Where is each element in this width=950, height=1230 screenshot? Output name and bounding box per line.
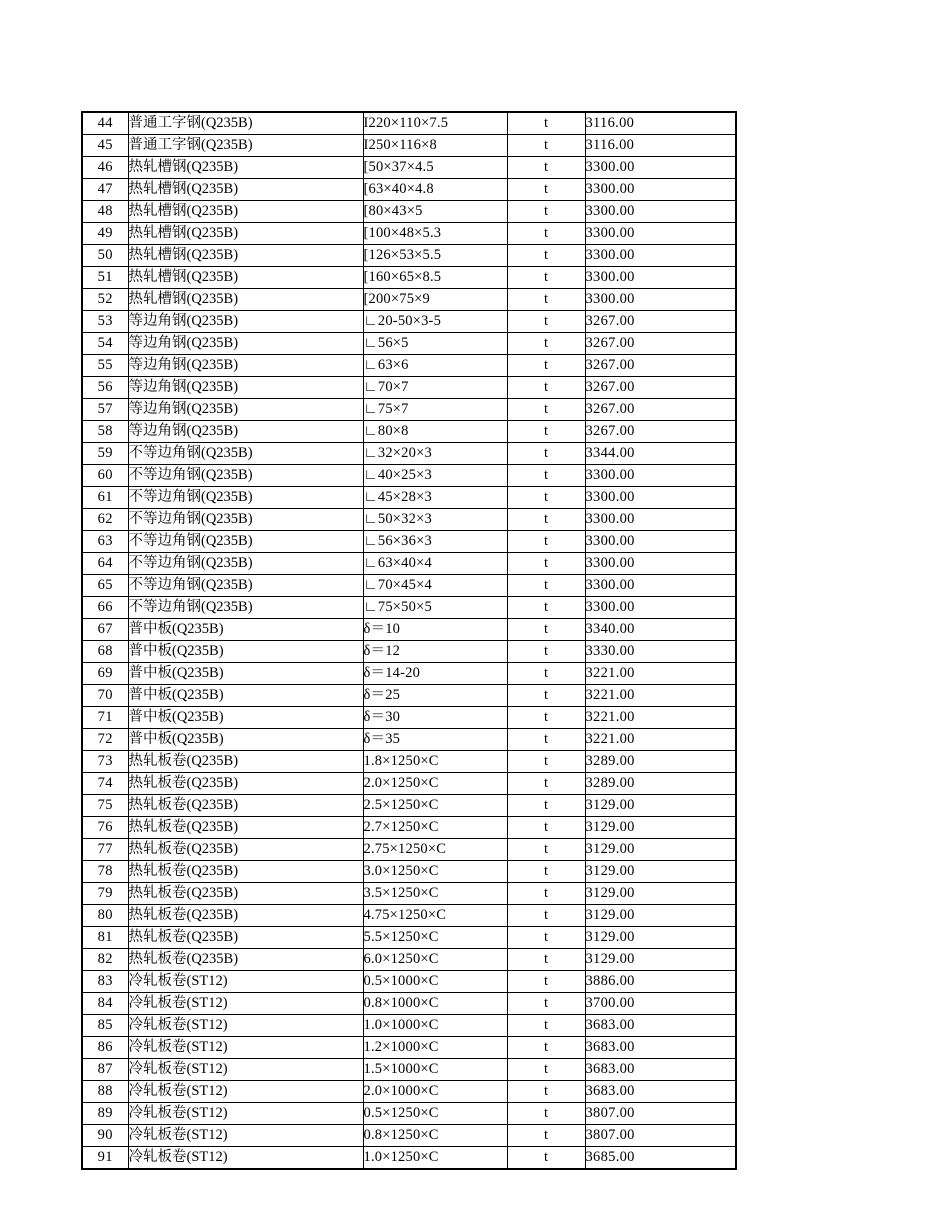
cell-spec: I250×116×8 — [363, 135, 507, 157]
cell-unit: t — [507, 773, 585, 795]
cell-unit: t — [507, 619, 585, 641]
cell-spec: δ＝35 — [363, 729, 507, 751]
cell-price: 3289.00 — [585, 773, 736, 795]
table-row — [82, 245, 736, 267]
cell-price: 3683.00 — [585, 1059, 736, 1081]
price-table — [81, 111, 737, 1170]
cell-spec: 1.0×1250×C — [363, 1147, 507, 1170]
cell-name: 热轧槽钢(Q235B) — [128, 201, 363, 223]
cell-spec: 2.0×1250×C — [363, 773, 507, 795]
cell-unit: t — [507, 112, 585, 135]
cell-unit: t — [507, 751, 585, 773]
cell-price: 3300.00 — [585, 531, 736, 553]
cell-spec: ∟32×20×3 — [363, 443, 507, 465]
cell-price: 3683.00 — [585, 1037, 736, 1059]
cell-price: 3300.00 — [585, 553, 736, 575]
cell-unit: t — [507, 905, 585, 927]
table-row — [82, 355, 736, 377]
cell-unit: t — [507, 245, 585, 267]
table-row — [82, 663, 736, 685]
table-row — [82, 751, 736, 773]
cell-unit: t — [507, 839, 585, 861]
cell-price: 3300.00 — [585, 223, 736, 245]
cell-price: 3221.00 — [585, 685, 736, 707]
cell-spec: [50×37×4.5 — [363, 157, 507, 179]
cell-spec: ∟40×25×3 — [363, 465, 507, 487]
cell-spec: ∟20-50×3-5 — [363, 311, 507, 333]
cell-name: 等边角钢(Q235B) — [128, 355, 363, 377]
table-row — [82, 1037, 736, 1059]
cell-name: 等边角钢(Q235B) — [128, 377, 363, 399]
cell-name: 热轧板卷(Q235B) — [128, 949, 363, 971]
cell-spec: [160×65×8.5 — [363, 267, 507, 289]
cell-spec: 2.7×1250×C — [363, 817, 507, 839]
cell-no: 66 — [82, 597, 128, 619]
cell-spec: 0.8×1250×C — [363, 1125, 507, 1147]
cell-price: 3221.00 — [585, 663, 736, 685]
cell-spec: ∟75×50×5 — [363, 597, 507, 619]
cell-price: 3300.00 — [585, 245, 736, 267]
table-row — [82, 377, 736, 399]
cell-unit: t — [507, 135, 585, 157]
cell-no: 74 — [82, 773, 128, 795]
cell-name: 热轧板卷(Q235B) — [128, 751, 363, 773]
cell-no: 80 — [82, 905, 128, 927]
cell-unit: t — [507, 443, 585, 465]
cell-unit: t — [507, 883, 585, 905]
cell-spec: δ＝25 — [363, 685, 507, 707]
table-row — [82, 927, 736, 949]
table-row — [82, 949, 736, 971]
cell-spec: ∟56×5 — [363, 333, 507, 355]
cell-unit: t — [507, 817, 585, 839]
cell-unit: t — [507, 949, 585, 971]
cell-unit: t — [507, 157, 585, 179]
cell-price: 3807.00 — [585, 1125, 736, 1147]
cell-unit: t — [507, 553, 585, 575]
cell-no: 53 — [82, 311, 128, 333]
cell-spec: 3.5×1250×C — [363, 883, 507, 905]
cell-price: 3300.00 — [585, 157, 736, 179]
cell-name: 冷轧板卷(ST12) — [128, 1125, 363, 1147]
table-row — [82, 1059, 736, 1081]
cell-no: 56 — [82, 377, 128, 399]
cell-spec: 2.0×1000×C — [363, 1081, 507, 1103]
cell-unit: t — [507, 201, 585, 223]
cell-no: 89 — [82, 1103, 128, 1125]
cell-unit: t — [507, 311, 585, 333]
cell-unit: t — [507, 641, 585, 663]
cell-spec: 0.8×1000×C — [363, 993, 507, 1015]
cell-unit: t — [507, 1015, 585, 1037]
cell-price: 3344.00 — [585, 443, 736, 465]
cell-unit: t — [507, 399, 585, 421]
cell-spec: ∟63×40×4 — [363, 553, 507, 575]
cell-unit: t — [507, 575, 585, 597]
table-row — [82, 1147, 736, 1170]
table-row — [82, 707, 736, 729]
cell-name: 热轧槽钢(Q235B) — [128, 179, 363, 201]
cell-unit: t — [507, 179, 585, 201]
cell-no: 81 — [82, 927, 128, 949]
table-row — [82, 421, 736, 443]
cell-no: 70 — [82, 685, 128, 707]
cell-no: 59 — [82, 443, 128, 465]
cell-no: 64 — [82, 553, 128, 575]
cell-no: 73 — [82, 751, 128, 773]
cell-no: 85 — [82, 1015, 128, 1037]
cell-spec: ∟70×45×4 — [363, 575, 507, 597]
cell-spec: ∟45×28×3 — [363, 487, 507, 509]
cell-price: 3340.00 — [585, 619, 736, 641]
cell-price: 3807.00 — [585, 1103, 736, 1125]
cell-no: 79 — [82, 883, 128, 905]
cell-name: 冷轧板卷(ST12) — [128, 1015, 363, 1037]
table-row — [82, 905, 736, 927]
table-row — [82, 839, 736, 861]
cell-name: 热轧板卷(Q235B) — [128, 839, 363, 861]
cell-no: 83 — [82, 971, 128, 993]
cell-spec: [63×40×4.8 — [363, 179, 507, 201]
table-row — [82, 289, 736, 311]
cell-spec: I220×110×7.5 — [363, 112, 507, 135]
cell-spec: 1.2×1000×C — [363, 1037, 507, 1059]
cell-unit: t — [507, 971, 585, 993]
cell-price: 3267.00 — [585, 399, 736, 421]
cell-spec: 6.0×1250×C — [363, 949, 507, 971]
table-row — [82, 773, 736, 795]
cell-name: 等边角钢(Q235B) — [128, 311, 363, 333]
table-row — [82, 1015, 736, 1037]
cell-spec: 4.75×1250×C — [363, 905, 507, 927]
cell-no: 67 — [82, 619, 128, 641]
cell-unit: t — [507, 289, 585, 311]
cell-no: 91 — [82, 1147, 128, 1170]
cell-no: 87 — [82, 1059, 128, 1081]
table-row — [82, 575, 736, 597]
cell-no: 88 — [82, 1081, 128, 1103]
cell-no: 68 — [82, 641, 128, 663]
table-row — [82, 1103, 736, 1125]
cell-price: 3129.00 — [585, 817, 736, 839]
cell-spec: 1.0×1000×C — [363, 1015, 507, 1037]
cell-no: 65 — [82, 575, 128, 597]
cell-price: 3267.00 — [585, 377, 736, 399]
cell-no: 86 — [82, 1037, 128, 1059]
cell-spec: [200×75×9 — [363, 289, 507, 311]
cell-unit: t — [507, 597, 585, 619]
cell-spec: 3.0×1250×C — [363, 861, 507, 883]
cell-name: 冷轧板卷(ST12) — [128, 1103, 363, 1125]
cell-no: 54 — [82, 333, 128, 355]
cell-unit: t — [507, 1103, 585, 1125]
table-row — [82, 729, 736, 751]
cell-price: 3330.00 — [585, 641, 736, 663]
cell-no: 47 — [82, 179, 128, 201]
table-row — [82, 817, 736, 839]
table-row — [82, 993, 736, 1015]
cell-unit: t — [507, 377, 585, 399]
cell-name: 热轧板卷(Q235B) — [128, 817, 363, 839]
cell-spec: 1.8×1250×C — [363, 751, 507, 773]
cell-no: 48 — [82, 201, 128, 223]
cell-price: 3683.00 — [585, 1015, 736, 1037]
cell-price: 3300.00 — [585, 289, 736, 311]
cell-no: 82 — [82, 949, 128, 971]
cell-name: 不等边角钢(Q235B) — [128, 487, 363, 509]
cell-spec: ∟63×6 — [363, 355, 507, 377]
cell-name: 普通工字钢(Q235B) — [128, 135, 363, 157]
cell-spec: [126×53×5.5 — [363, 245, 507, 267]
cell-unit: t — [507, 861, 585, 883]
cell-no: 50 — [82, 245, 128, 267]
cell-unit: t — [507, 927, 585, 949]
cell-price: 3300.00 — [585, 179, 736, 201]
cell-price: 3300.00 — [585, 267, 736, 289]
cell-price: 3129.00 — [585, 927, 736, 949]
cell-spec: δ＝30 — [363, 707, 507, 729]
cell-name: 普中板(Q235B) — [128, 663, 363, 685]
cell-price: 3129.00 — [585, 795, 736, 817]
cell-spec: ∟56×36×3 — [363, 531, 507, 553]
table-row — [82, 157, 736, 179]
cell-price: 3221.00 — [585, 707, 736, 729]
table-row — [82, 333, 736, 355]
cell-name: 普中板(Q235B) — [128, 641, 363, 663]
cell-name: 热轧槽钢(Q235B) — [128, 223, 363, 245]
table-row — [82, 509, 736, 531]
cell-name: 热轧板卷(Q235B) — [128, 883, 363, 905]
cell-price: 3129.00 — [585, 883, 736, 905]
cell-name: 热轧板卷(Q235B) — [128, 795, 363, 817]
cell-spec: [80×43×5 — [363, 201, 507, 223]
table-row — [82, 223, 736, 245]
table-row — [82, 267, 736, 289]
cell-price: 3300.00 — [585, 201, 736, 223]
cell-spec: ∟75×7 — [363, 399, 507, 421]
cell-unit: t — [507, 1059, 585, 1081]
table-row — [82, 487, 736, 509]
cell-name: 冷轧板卷(ST12) — [128, 993, 363, 1015]
cell-name: 冷轧板卷(ST12) — [128, 1037, 363, 1059]
table-row — [82, 795, 736, 817]
cell-price: 3300.00 — [585, 465, 736, 487]
cell-spec: ∟50×32×3 — [363, 509, 507, 531]
cell-price: 3683.00 — [585, 1081, 736, 1103]
cell-unit: t — [507, 223, 585, 245]
cell-no: 46 — [82, 157, 128, 179]
cell-no: 75 — [82, 795, 128, 817]
cell-name: 不等边角钢(Q235B) — [128, 553, 363, 575]
cell-spec: δ＝12 — [363, 641, 507, 663]
table-row — [82, 685, 736, 707]
cell-price: 3886.00 — [585, 971, 736, 993]
cell-price: 3300.00 — [585, 509, 736, 531]
cell-name: 普中板(Q235B) — [128, 619, 363, 641]
cell-name: 普通工字钢(Q235B) — [128, 112, 363, 135]
cell-spec: ∟70×7 — [363, 377, 507, 399]
table-row — [82, 883, 736, 905]
cell-no: 45 — [82, 135, 128, 157]
cell-no: 78 — [82, 861, 128, 883]
cell-unit: t — [507, 1037, 585, 1059]
cell-spec: δ＝10 — [363, 619, 507, 641]
cell-price: 3116.00 — [585, 135, 736, 157]
cell-name: 不等边角钢(Q235B) — [128, 597, 363, 619]
cell-name: 不等边角钢(Q235B) — [128, 509, 363, 531]
cell-name: 冷轧板卷(ST12) — [128, 971, 363, 993]
cell-name: 热轧板卷(Q235B) — [128, 905, 363, 927]
cell-no: 57 — [82, 399, 128, 421]
cell-no: 63 — [82, 531, 128, 553]
table-row — [82, 201, 736, 223]
cell-name: 热轧槽钢(Q235B) — [128, 245, 363, 267]
table-row — [82, 135, 736, 157]
cell-name: 等边角钢(Q235B) — [128, 399, 363, 421]
cell-unit: t — [507, 333, 585, 355]
cell-unit: t — [507, 487, 585, 509]
cell-spec: ∟80×8 — [363, 421, 507, 443]
cell-unit: t — [507, 421, 585, 443]
table-row — [82, 861, 736, 883]
cell-no: 58 — [82, 421, 128, 443]
table-row — [82, 597, 736, 619]
table-row — [82, 443, 736, 465]
cell-name: 冷轧板卷(ST12) — [128, 1081, 363, 1103]
cell-name: 不等边角钢(Q235B) — [128, 443, 363, 465]
cell-unit: t — [507, 729, 585, 751]
cell-name: 冷轧板卷(ST12) — [128, 1059, 363, 1081]
cell-name: 热轧槽钢(Q235B) — [128, 157, 363, 179]
table-row — [82, 971, 736, 993]
cell-unit: t — [507, 531, 585, 553]
cell-name: 不等边角钢(Q235B) — [128, 531, 363, 553]
cell-price: 3267.00 — [585, 333, 736, 355]
table-row — [82, 1125, 736, 1147]
cell-name: 热轧槽钢(Q235B) — [128, 289, 363, 311]
cell-spec: 2.5×1250×C — [363, 795, 507, 817]
cell-unit: t — [507, 1125, 585, 1147]
cell-name: 等边角钢(Q235B) — [128, 421, 363, 443]
cell-name: 热轧板卷(Q235B) — [128, 927, 363, 949]
cell-unit: t — [507, 795, 585, 817]
cell-no: 84 — [82, 993, 128, 1015]
table-row — [82, 399, 736, 421]
cell-price: 3267.00 — [585, 311, 736, 333]
cell-name: 普中板(Q235B) — [128, 685, 363, 707]
cell-spec: [100×48×5.3 — [363, 223, 507, 245]
cell-no: 49 — [82, 223, 128, 245]
cell-price: 3267.00 — [585, 421, 736, 443]
cell-price: 3300.00 — [585, 575, 736, 597]
cell-name: 热轧槽钢(Q235B) — [128, 267, 363, 289]
cell-name: 热轧板卷(Q235B) — [128, 861, 363, 883]
cell-no: 55 — [82, 355, 128, 377]
cell-unit: t — [507, 685, 585, 707]
price-table-body — [82, 112, 736, 1169]
cell-price: 3129.00 — [585, 839, 736, 861]
table-row — [82, 553, 736, 575]
cell-no: 52 — [82, 289, 128, 311]
cell-no: 61 — [82, 487, 128, 509]
cell-price: 3129.00 — [585, 905, 736, 927]
cell-price: 3300.00 — [585, 597, 736, 619]
cell-unit: t — [507, 1147, 585, 1170]
cell-no: 60 — [82, 465, 128, 487]
cell-unit: t — [507, 993, 585, 1015]
cell-spec: 1.5×1000×C — [363, 1059, 507, 1081]
cell-no: 51 — [82, 267, 128, 289]
cell-price: 3289.00 — [585, 751, 736, 773]
cell-name: 不等边角钢(Q235B) — [128, 465, 363, 487]
cell-no: 72 — [82, 729, 128, 751]
cell-no: 71 — [82, 707, 128, 729]
cell-unit: t — [507, 509, 585, 531]
table-row — [82, 619, 736, 641]
cell-no: 44 — [82, 112, 128, 135]
cell-unit: t — [507, 1081, 585, 1103]
cell-no: 69 — [82, 663, 128, 685]
cell-price: 3267.00 — [585, 355, 736, 377]
cell-spec: δ＝14-20 — [363, 663, 507, 685]
cell-spec: 2.75×1250×C — [363, 839, 507, 861]
cell-unit: t — [507, 465, 585, 487]
cell-spec: 5.5×1250×C — [363, 927, 507, 949]
cell-price: 3129.00 — [585, 949, 736, 971]
cell-name: 热轧板卷(Q235B) — [128, 773, 363, 795]
table-row — [82, 531, 736, 553]
cell-unit: t — [507, 707, 585, 729]
cell-name: 等边角钢(Q235B) — [128, 333, 363, 355]
cell-price: 3129.00 — [585, 861, 736, 883]
cell-price: 3300.00 — [585, 487, 736, 509]
cell-price: 3221.00 — [585, 729, 736, 751]
table-row — [82, 179, 736, 201]
cell-name: 普中板(Q235B) — [128, 729, 363, 751]
cell-price: 3685.00 — [585, 1147, 736, 1170]
cell-unit: t — [507, 355, 585, 377]
cell-name: 不等边角钢(Q235B) — [128, 575, 363, 597]
cell-no: 77 — [82, 839, 128, 861]
cell-no: 90 — [82, 1125, 128, 1147]
cell-no: 62 — [82, 509, 128, 531]
cell-no: 76 — [82, 817, 128, 839]
cell-name: 冷轧板卷(ST12) — [128, 1147, 363, 1170]
table-row — [82, 465, 736, 487]
cell-price: 3700.00 — [585, 993, 736, 1015]
cell-unit: t — [507, 267, 585, 289]
cell-unit: t — [507, 663, 585, 685]
table-row — [82, 641, 736, 663]
table-row — [82, 112, 736, 135]
table-row — [82, 1081, 736, 1103]
table-row — [82, 311, 736, 333]
cell-spec: 0.5×1250×C — [363, 1103, 507, 1125]
cell-name: 普中板(Q235B) — [128, 707, 363, 729]
cell-spec: 0.5×1000×C — [363, 971, 507, 993]
cell-price: 3116.00 — [585, 112, 736, 135]
